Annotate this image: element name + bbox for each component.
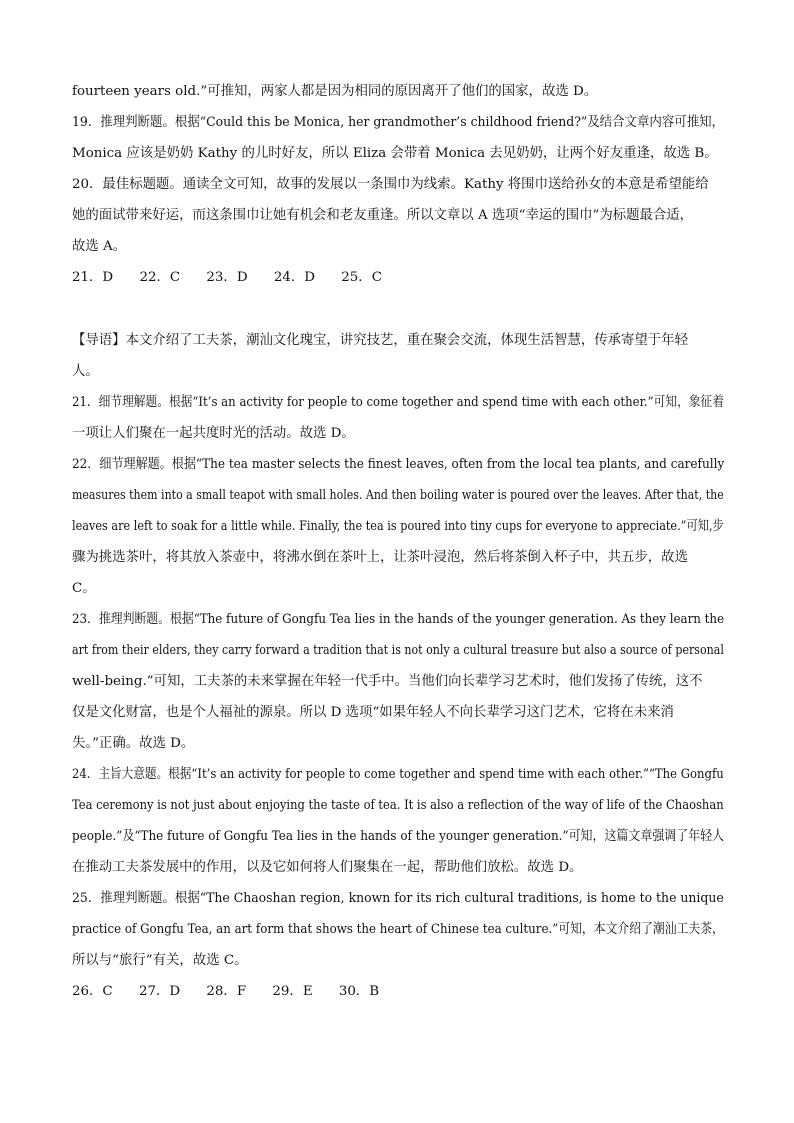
text-line: 仅是文化财富，也是个人福祉的源泉。所以 D 选项“如果年轻人不向长辈学习这门艺术，它将在未来消	[72, 705, 674, 720]
text-line: 20．最佳标题题。通读全文可知，故事的发展以一条围巾为线索。Kathy 将围巾送给孙女的本意是希望能给	[72, 177, 709, 192]
answer-item: 26．C	[72, 984, 113, 999]
text-line: Tea ceremony is not just about enjoying the taste of tea. It is also a reflection of the way of life of the Chaoshan	[72, 798, 724, 813]
text-line: people.”及“The future of Gongfu Tea lies in the hands of the younger generation.”可知，这篇文章强调了年轻人	[72, 829, 725, 844]
text-line: 骤为挑选茶叶，将其放入茶壶中，将沸水倒在茶叶上，让茶叶浸泡，然后将茶倒入杯子中，共五步，故选	[72, 550, 688, 565]
text-line: 一项让人们聚在一起共度时光的活动。故选 D。	[72, 426, 355, 441]
text-line: 21．细节理解题。根据“It’s an activity for people to come together and spend time with each other.”可知，象征着	[72, 395, 724, 410]
text-line: C。	[72, 581, 96, 596]
text-line: Monica 应该是奶奶 Kathy 的儿时好友，所以 Eliza 会带着 Monica 去见奶奶，让两个好友重逢，故选 B。	[72, 146, 718, 161]
text-line: 故选 A。	[72, 239, 127, 254]
answer-item: 29．E	[272, 984, 313, 999]
text-line: 19．推理判断题。根据“Could this be Monica, her grandmother’s childhood friend?”及结合文章内容可推知，	[72, 115, 725, 130]
answer-item: 27．D	[138, 984, 181, 999]
text-line: 在推动工夫茶发展中的作用，以及它如何将人们聚集在一起，帮助他们放松。故选 D。	[72, 860, 583, 875]
text-line: 人。	[72, 364, 99, 379]
answer-item: 28．F	[206, 984, 247, 999]
answer-key-row	[72, 268, 724, 288]
text-line: measures them into a small teapot with small holes. And then boiling water is poured over the leaves. After that, the	[72, 488, 724, 503]
text-line: leaves are left to soak for a little while. Finally, the tea is poured into tiny cups for everyone to appreciate.”可知,步	[72, 519, 724, 534]
answer-key-row	[72, 982, 724, 1002]
answer-item: 21．D	[72, 270, 114, 285]
answer-item: 24．D	[273, 270, 315, 285]
text-line: 23．推理判断题。根据“The future of Gongfu Tea lies in the hands of the younger generation. As they learn the	[72, 612, 725, 627]
text-line: 她的面试带来好运，而这条围巾让她有机会和老友重逢。所以文章以 A 选项“幸运的围巾”为标题最合适，	[72, 208, 694, 223]
text-line: 失。”正确。故选 D。	[72, 736, 195, 751]
text-line: 所以与“旅行”有关，故选 C。	[72, 953, 248, 968]
text-line: 22．细节理解题。根据“The tea master selects the finest leaves, often from the local tea plants, and carefully	[72, 457, 725, 472]
text-line: 24．主旨大意题。根据“It’s an activity for people to come together and spend time with each other.”“The Gongfu	[72, 767, 724, 782]
text-line: practice of Gongfu Tea, an art form that shows the heart of Chinese tea culture.”可知，本文介绍了潮汕工夫茶，	[72, 922, 724, 937]
answer-item: 22．C	[139, 270, 181, 285]
text-line: well-being.”可知，工夫茶的未来掌握在年轻一代手中。当他们向长辈学习艺术时，他们发扬了传统，这不	[72, 674, 703, 689]
answer-item: 23．D	[206, 270, 248, 285]
answer-item: 30．B	[338, 984, 380, 999]
intro-line: 【导语】本文介绍了工夫茶，潮汕文化瑰宝，讲究技艺，重在聚会交流，体现生活智慧，传承寄望于年轻	[72, 333, 688, 348]
text-line: art from their elders, they carry forward a tradition that is not only a cultural treasure but also a source of personal	[72, 643, 724, 658]
text-line: fourteen years old.”可推知，两家人都是因为相同的原因离开了他们的国家，故选 D。	[72, 84, 598, 99]
answer-item: 25．C	[341, 270, 382, 285]
text-line: 25．推理判断题。根据“The Chaoshan region, known for its rich cultural traditions, is home to the unique	[72, 891, 724, 906]
